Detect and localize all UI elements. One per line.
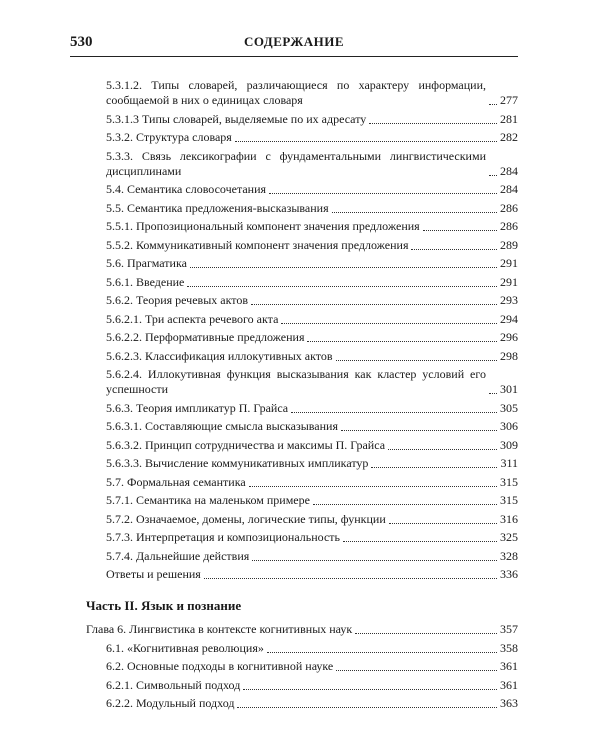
toc-entry-page: 281 xyxy=(500,111,518,126)
toc-entry-page: 363 xyxy=(500,696,518,710)
toc-entry-page: 286 xyxy=(500,200,518,215)
toc-entry-page: 284 xyxy=(500,182,518,196)
leader-dots xyxy=(389,523,497,524)
leader-dots xyxy=(307,341,497,342)
toc-entry-label: 5.7.2. Означаемое, домены, логические типы, функции xyxy=(106,511,386,526)
toc-entry-label: 5.7.1. Семантика на маленьком примере xyxy=(106,493,310,507)
toc-entry-page: 358 xyxy=(500,640,518,655)
toc-entry xyxy=(106,367,518,397)
toc-entry xyxy=(106,112,518,127)
toc-entry xyxy=(106,349,518,364)
leader-dots xyxy=(343,541,497,542)
table-of-contents xyxy=(0,78,600,715)
toc-entry xyxy=(106,219,518,234)
leader-dots xyxy=(388,449,497,450)
toc-entry xyxy=(86,622,518,637)
toc-entry-page: 289 xyxy=(500,237,518,252)
leader-dots xyxy=(336,670,497,671)
toc-entry xyxy=(106,419,518,434)
toc-entry-label: 5.3.1.2. Типы словарей, различающиеся по характеру информации, сообщаемой в них о единицах словаря xyxy=(106,78,486,107)
toc-entry-page: 306 xyxy=(500,419,518,433)
toc-entry-page: 296 xyxy=(500,330,518,344)
leader-dots xyxy=(423,230,497,231)
toc-entry-page: 301 xyxy=(500,382,518,396)
toc-entry xyxy=(106,678,518,693)
toc-entry xyxy=(106,256,518,271)
leader-dots xyxy=(267,652,497,653)
toc-entry xyxy=(106,330,518,345)
toc-entry-page: 286 xyxy=(500,219,518,233)
toc-entry xyxy=(106,512,518,527)
part-heading: Часть II. Язык и познание xyxy=(86,598,242,613)
toc-section-2 xyxy=(0,622,600,711)
leader-dots xyxy=(336,360,497,361)
toc-entry-page: 315 xyxy=(500,493,518,507)
leader-dots xyxy=(243,689,497,690)
toc-entry-page: 336 xyxy=(500,567,518,581)
toc-entry-label: 5.5. Семантика предложения-высказывания xyxy=(106,200,329,215)
leader-dots xyxy=(269,193,497,194)
toc-entry-label: 6.2. Основные подходы в когнитивной науке xyxy=(106,659,334,673)
toc-entry xyxy=(106,401,518,416)
toc-entry xyxy=(106,149,518,179)
leader-dots xyxy=(489,393,497,394)
running-title: СОДЕРЖАНИЕ xyxy=(243,34,345,49)
toc-entry-page: 328 xyxy=(500,548,518,563)
page-number: 530 xyxy=(70,34,93,50)
leader-dots xyxy=(249,486,497,487)
leader-dots xyxy=(341,430,497,431)
toc-entry-label: 5.6.2.3. Классификация иллокутивных актов xyxy=(106,348,333,363)
toc-section-1 xyxy=(0,78,600,582)
leader-dots xyxy=(251,304,497,305)
toc-entry xyxy=(106,78,518,108)
toc-entry-page: 277 xyxy=(500,93,518,107)
toc-entry-page: 309 xyxy=(500,437,518,452)
toc-entry-label: 6.1. «Когнитивная революция» xyxy=(106,640,264,655)
leader-dots xyxy=(369,123,497,124)
toc-entry-label: 5.6.2.4. Иллокутивная функция высказывания как кластер условий его успешности xyxy=(106,367,486,396)
toc-entry-page: 315 xyxy=(500,474,518,489)
leader-dots xyxy=(332,212,497,213)
toc-entry-page: 298 xyxy=(500,348,518,363)
toc-entry-page: 282 xyxy=(500,130,518,144)
toc-entry-page: 361 xyxy=(500,659,518,673)
toc-entry-page: 291 xyxy=(500,274,518,289)
toc-entry-label: 5.6.2.1. Три аспекта речевого акта xyxy=(106,311,279,326)
toc-entry xyxy=(106,696,518,711)
toc-entry xyxy=(106,130,518,145)
leader-dots xyxy=(281,323,497,324)
toc-entry-label: 5.3.3. Связь лексикографии с фундаментальными лингвистическими дисциплинами xyxy=(106,148,486,178)
toc-entry-page: 316 xyxy=(500,511,518,526)
toc-entry-label: 5.7.4. Дальнейшие действия xyxy=(106,548,250,563)
toc-entry-label: 5.5.1. Пропозициональный компонент значения предложения xyxy=(106,219,420,233)
toc-entry-label: 5.5.2. Коммуникативный компонент значения предложения xyxy=(106,237,409,252)
leader-dots xyxy=(291,412,497,413)
toc-entry-label: 5.7. Формальная семантика xyxy=(106,474,246,489)
toc-entry-page: 294 xyxy=(500,311,518,326)
toc-entry-label: 5.6.3.3. Вычисление коммуникативных импликатур xyxy=(106,456,369,470)
leader-dots xyxy=(252,560,497,561)
toc-entry-page: 305 xyxy=(500,400,518,415)
toc-entry-page: 293 xyxy=(500,293,518,307)
leader-dots xyxy=(489,104,497,105)
toc-entry xyxy=(106,293,518,308)
toc-entry-label: 5.6. Прагматика xyxy=(106,256,187,270)
leader-dots xyxy=(489,175,497,176)
toc-entry xyxy=(106,275,518,290)
toc-entry xyxy=(106,201,518,216)
leader-dots xyxy=(237,707,497,708)
leader-dots xyxy=(235,141,497,142)
toc-entry-label: Глава 6. Лингвистика в контексте когнитивных наук xyxy=(86,622,353,636)
toc-entry xyxy=(106,475,518,490)
leader-dots xyxy=(190,267,497,268)
toc-entry xyxy=(106,659,518,674)
toc-entry xyxy=(106,567,518,582)
toc-entry-label: Ответы и решения xyxy=(106,567,201,581)
toc-entry-label: 5.3.2. Структура словаря xyxy=(106,130,232,144)
toc-entry-page: 357 xyxy=(500,622,518,636)
toc-entry-label: 5.4. Семантика словосочетания xyxy=(106,182,267,196)
page-header xyxy=(70,34,518,58)
toc-entry xyxy=(106,493,518,508)
toc-entry-page: 291 xyxy=(500,256,518,270)
toc-entry-label: 5.7.3. Интерпретация и композициональность xyxy=(106,530,340,544)
toc-entry-label: 5.6.3.2. Принцип сотрудничества и максимы П. Грайса xyxy=(106,437,386,452)
toc-entry-label: 5.6.2.2. Перформативные предложения xyxy=(106,330,305,344)
toc-entry-label: 5.6.1. Введение xyxy=(106,274,185,289)
leader-dots xyxy=(313,504,497,505)
toc-entry-label: 6.2.1. Символьный подход xyxy=(106,677,241,692)
toc-entry-label: 5.6.3. Теория импликатур П. Грайса xyxy=(106,400,289,415)
leader-dots xyxy=(355,633,497,634)
toc-entry xyxy=(106,641,518,656)
toc-entry xyxy=(106,438,518,453)
toc-entry-page: 361 xyxy=(500,677,518,692)
toc-entry xyxy=(106,312,518,327)
toc-entry xyxy=(106,549,518,564)
toc-entry-label: 5.3.1.3 Типы словарей, выделяемые по их адресату xyxy=(106,111,367,126)
leader-dots xyxy=(411,249,497,250)
header-rule xyxy=(70,56,518,57)
toc-entry xyxy=(106,530,518,545)
leader-dots xyxy=(204,578,497,579)
leader-dots xyxy=(371,467,497,468)
toc-entry-page: 284 xyxy=(500,163,518,178)
toc-entry xyxy=(106,456,518,471)
toc-entry-label: 5.6.2. Теория речевых актов xyxy=(106,293,249,307)
toc-entry-label: 5.6.3.1. Составляющие смысла высказывания xyxy=(106,419,338,433)
toc-entry-label: 6.2.2. Модульный подход xyxy=(106,696,235,710)
toc-entry xyxy=(106,182,518,197)
toc-entry-page: 325 xyxy=(500,530,518,544)
toc-entry xyxy=(106,238,518,253)
toc-entry-page: 311 xyxy=(500,456,518,470)
leader-dots xyxy=(187,286,497,287)
